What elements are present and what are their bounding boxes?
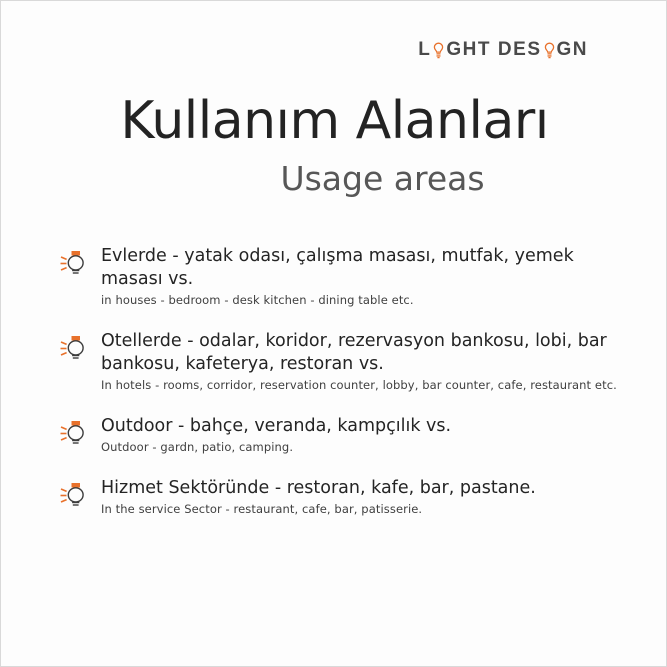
bulb-icon: [49, 245, 101, 285]
brand-light-prefix: L: [418, 39, 432, 60]
page-title-text: Kullanım Alanları: [120, 91, 549, 151]
list-item-secondary: In hotels - rooms, corridor, reservation counter, lobby, bar counter, cafe, restaurant etc.: [101, 378, 617, 392]
list-item-primary: Outdoor - bahçe, veranda, kampçılık vs.: [101, 416, 452, 436]
list-item: [49, 477, 649, 517]
brand-word-light: [418, 39, 491, 61]
bulb-icon: [543, 41, 556, 58]
list-item-secondary: In the service Sector - restaurant, cafe, bar, patisserie.: [101, 502, 423, 516]
list-item-body: [101, 415, 649, 455]
brand-light-suffix: GHT: [446, 39, 491, 60]
list-item-primary: Hizmet Sektöründe - restoran, kafe, bar, pastane.: [101, 478, 536, 498]
list-item: [49, 245, 649, 308]
bulb-icon: [432, 41, 445, 58]
list-item-body: [101, 477, 649, 517]
brand-design-suffix: GN: [556, 39, 588, 60]
page-title: [1, 91, 667, 151]
list-item-body: [101, 330, 649, 393]
page-subtitle-text: Usage areas: [280, 159, 485, 198]
usage-list: [49, 245, 649, 539]
brand-word-design: [498, 39, 588, 61]
list-item-secondary: Outdoor - gardn, patio, camping.: [101, 440, 294, 454]
list-item: [49, 330, 649, 393]
list-item: [49, 415, 649, 455]
page-subtitle: [1, 159, 667, 198]
list-item-primary: Otellerde - odalar, koridor, rezervasyon bankosu, lobi, bar bankosu, kafeterya, restoran vs.: [101, 331, 607, 374]
list-item-primary: Evlerde - yatak odası, çalışma masası, mutfak, yemek masası vs.: [101, 246, 574, 289]
brand-logo: [418, 39, 588, 61]
bulb-icon: [49, 330, 101, 370]
bulb-icon: [49, 415, 101, 455]
bulb-icon: [49, 477, 101, 517]
list-item-body: [101, 245, 649, 308]
brand-design-prefix: DES: [497, 39, 542, 60]
list-item-secondary: in houses - bedroom - desk kitchen - dining table etc.: [101, 293, 414, 307]
